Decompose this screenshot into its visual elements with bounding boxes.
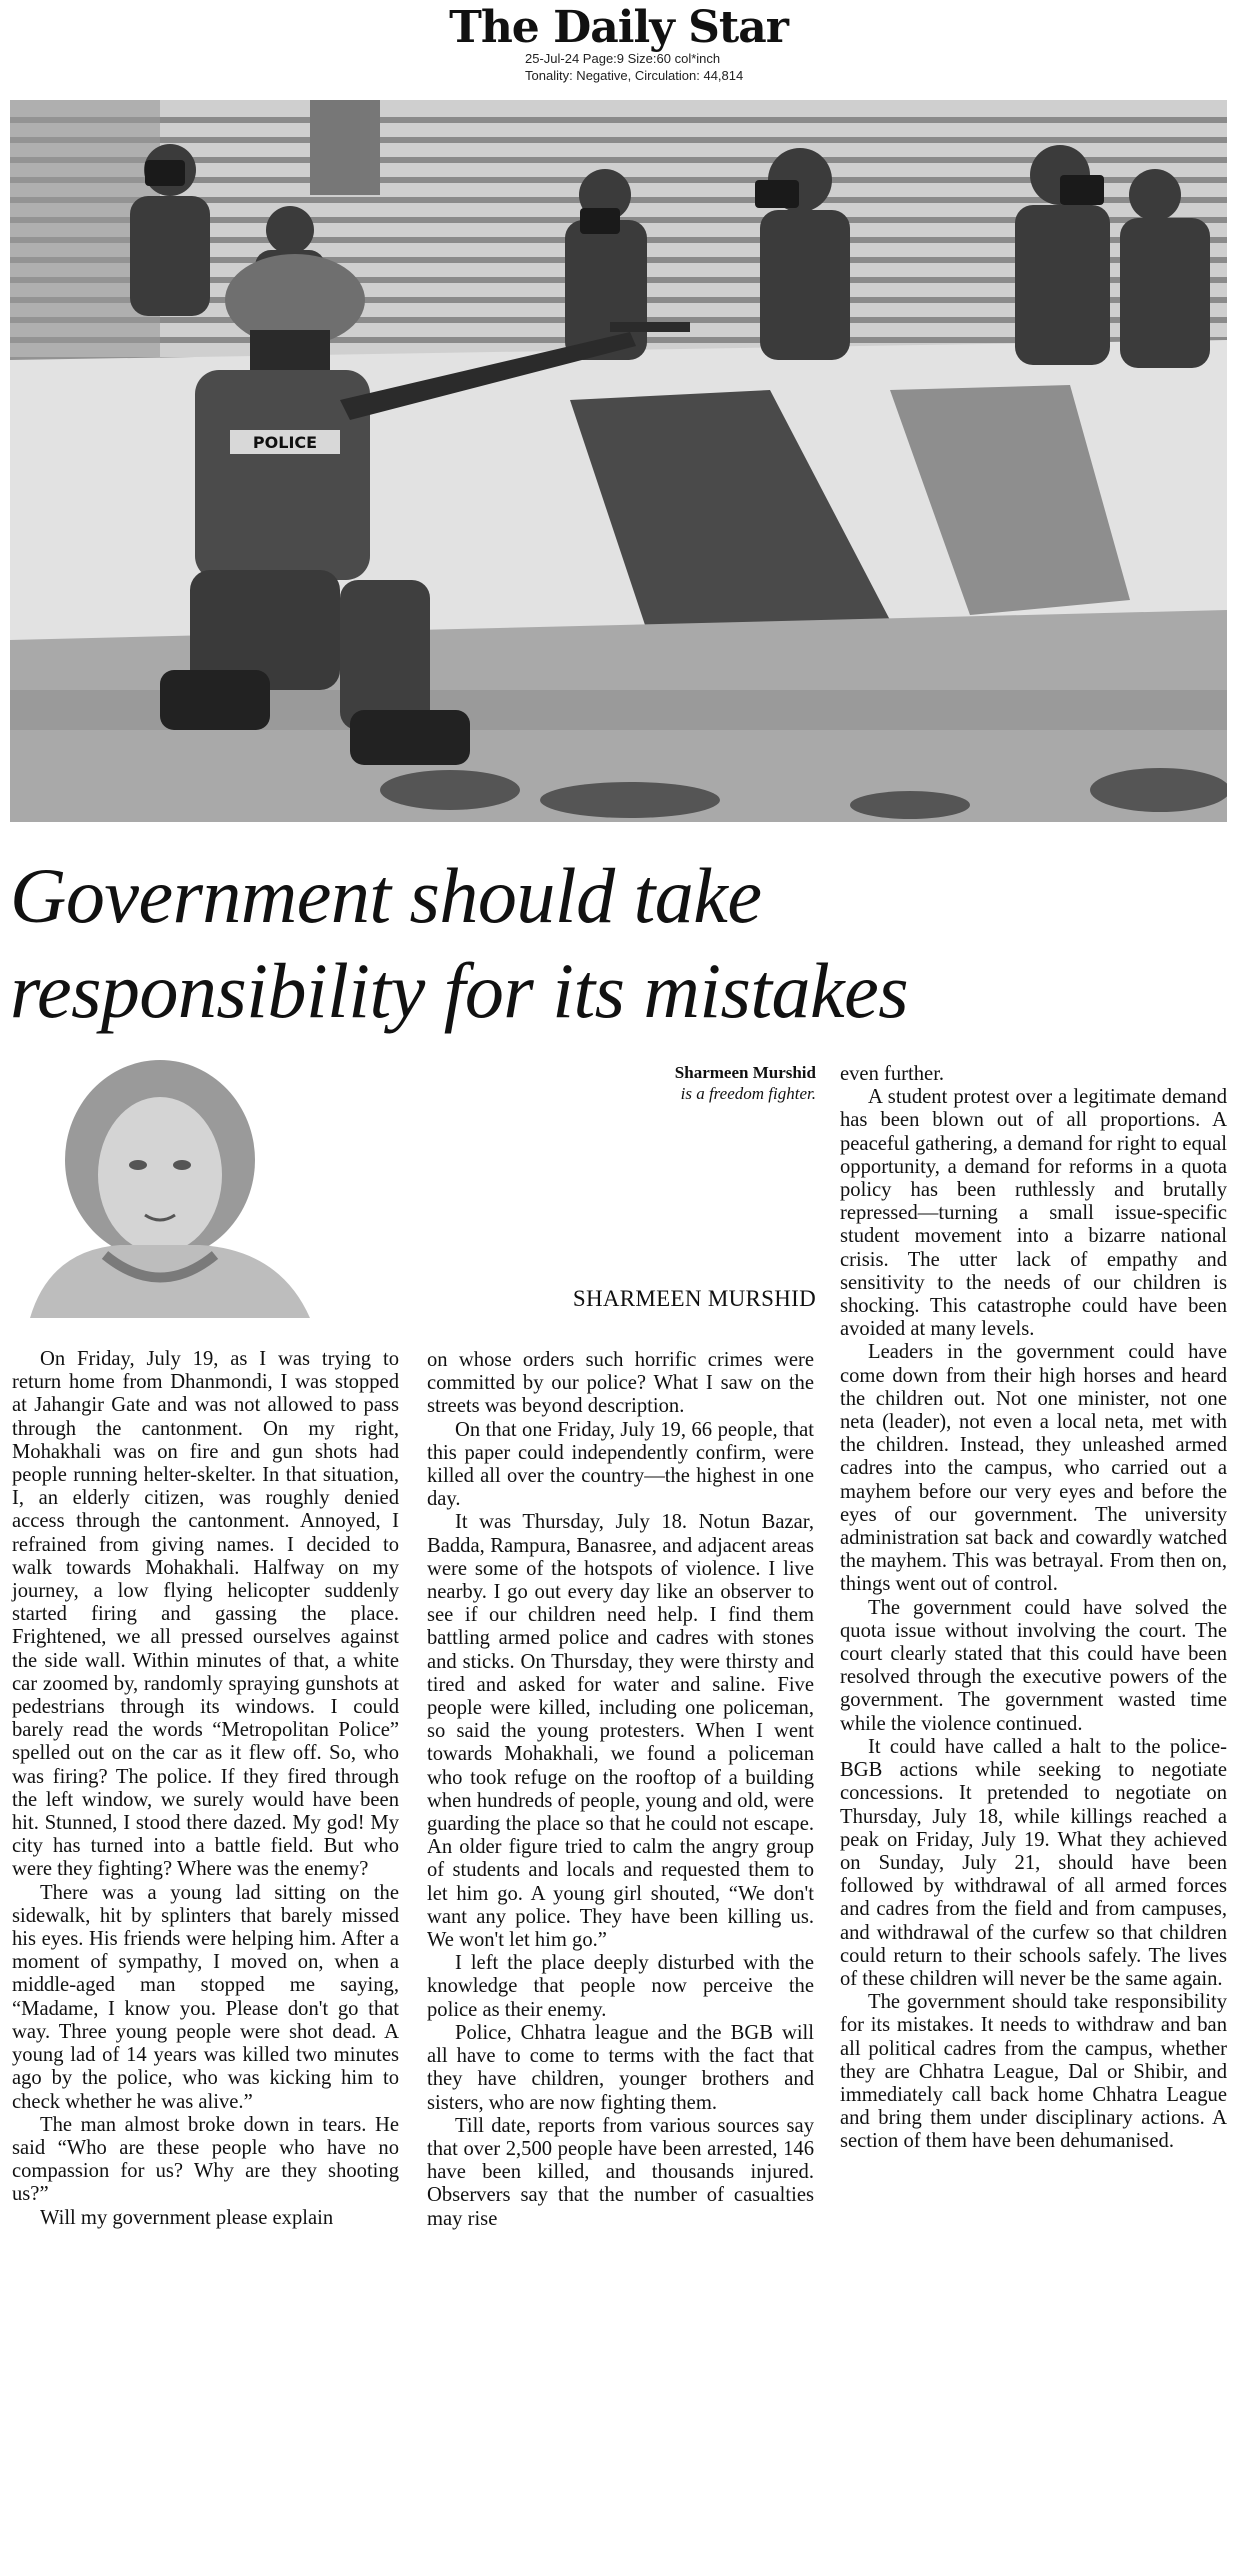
author-note	[560, 1062, 816, 1104]
paragraph: The government could have solved the quota issue without involving the court. The court clearly stated that this could have been resolved through the executive powers of the government. The government wasted time while the violence continued.	[840, 1596, 1227, 1735]
police-firing-photo	[10, 100, 1227, 822]
paragraph: even further.	[840, 1063, 945, 1085]
vest-police-label: POLICE	[252, 433, 318, 452]
clipping-metadata	[525, 50, 743, 84]
headline-line-2: responsibility for its mistakes	[10, 947, 909, 1034]
paragraph: on whose orders such horrific crimes were committed by our police? What I saw on the streets was beyond description.	[427, 1349, 814, 1418]
author-portrait	[10, 1050, 320, 1318]
paragraph: There was a young lad sitting on the sidewalk, hit by splinters that barely missed his eyes. His friends were helping him. After a moment of sympathy, I moved on, when a middle-aged man stopped me saying, “Madame, I know you. Please don't go that way. Three young people were shot dead. A young lad of 14 years was killed two minutes ago by the police, who was kicking him to check whether he was alive.”	[12, 1881, 399, 2113]
article-column-2	[427, 1349, 814, 2231]
masthead	[0, 0, 1237, 96]
paragraph: The man almost broke down in tears. He said “Who are these people who have no compassion for us? Why are they shooting us?”	[12, 2113, 399, 2206]
newspaper-logo: The Daily Star	[449, 2, 788, 53]
headline-line-1: Government should take	[10, 852, 762, 939]
byline: SHARMEEN MURSHID	[572, 1286, 816, 1311]
paragraph: I left the place deeply disturbed with the knowledge that people now perceive the police as their enemy.	[427, 1952, 814, 2021]
paragraph: It was Thursday, July 18. Notun Bazar, Badda, Rampura, Banasree, and adjacent areas were some of the hotspots of violence. I live nearby. I go out every day like an observer to see if our children need help. I find them battling armed police and cadres with stones and sticks. On Thursday, they were thirsty and tired and asked for water and saline. Five people were killed, including one policeman, so said the young protesters. When I went towards Mohakhali, we found a policeman who took refuge on the rooftop of a building when hundreds of people, young and old, were guarding the place so that he could not escape. An older figure tried to calm the angry group of students and locals and requested them to let him go. A young girl shouted, “We don't want any police. They have been killing us. We won't let him go.”	[427, 1511, 814, 1952]
author-name: Sharmeen Murshid	[674, 1063, 816, 1082]
paragraph: On Friday, July 19, as I was trying to return home from Dhanmondi, I was stopped at Jahangir Gate and was not allowed to pass through the cantonment. On my right, Mohakhali was on fire and gun shots had people running helter-skelter. In that situation, I, an elderly citizen, was roughly denied access through the cantonment. Annoyed, I refrained from giving names. I decided to walk towards Mohakhali. Halfway on my journey, a low flying helicopter suddenly started firing and gassing the place. Frightened, we all pressed ourselves against the side wall. Within minutes of that, a white car zoomed by, randomly spraying gunshots at pedestrians through its windows. I could barely read the words “Metropolitan Police” spelled out on the car as it flew off. So, who was firing? The police. If they fired through the left window, we surely would have been hit. Stunned, I stood there dazed. My god! My city has turned into a battle field. But who were they fighting? Where was the enemy?	[12, 1348, 399, 1881]
author-role: is a freedom fighter.	[680, 1084, 816, 1103]
paragraph: On that one Friday, July 19, 66 people, that this paper could independently confirm, were killed all over the country—the highest in one day.	[427, 1418, 814, 1511]
headline	[10, 848, 1227, 1038]
paragraph: Will my government please explain	[40, 2206, 334, 2229]
paragraph: Till date, reports from various sources say that over 2,500 people have been arrested, 146 have been killed, and thousands injured. Observers say that the number of casualties may rise	[427, 2114, 814, 2230]
clipping-date-size: 25-Jul-24 Page:9 Size:60 col*inch	[525, 51, 721, 66]
paragraph: It could have called a halt to the police-BGB actions while seeking to negotiate concessions. It pretended to negotiate on Thursday, July 18, while killings reached a peak on Friday, July 19. What they achieved on Sunday, July 21, should have been followed by withdrawal of all armed forces and cadres from the field and from campuses, and withdrawal of the curfew so that children could return to their schools safely. The lives of these children will never be the same again.	[840, 1735, 1227, 1990]
paragraph: Police, Chhatra league and the BGB will all have to come to terms with the fact that they have children, younger brothers and sisters, who are now fighting them.	[427, 2021, 814, 2114]
news-photo	[10, 100, 1227, 822]
paragraph: A student protest over a legitimate demand has been blown out of all proportions. A peaceful gathering, a demand for right to equal opportunity, a demand for reforms in a quota policy has been ruthlessly and brutally repressed—turning a small issue-specific student movement into a bizarre national crisis. The utter lack of empathy and sensitivity to the needs of our children is shocking. This catastrophe could have been avoided at many levels.	[840, 1086, 1227, 1341]
paragraph: The government should take responsibility for its mistakes. It needs to withdraw and ban all political cadres from the campus, whether they are Chhatra League, Dal or Shibir, and immediately call back home Chhatra League and bring them under disciplinary actions. A section of them have been dehumanised.	[840, 1991, 1227, 2153]
author-photo	[10, 1050, 320, 1318]
clipping-tonality: Tonality: Negative, Circulation: 44,814	[525, 68, 744, 83]
article-column-3	[840, 1063, 1227, 2154]
article-column-1	[12, 1348, 399, 2230]
paragraph: Leaders in the government could have come down from their high horses and heard the children out. Not one minister, not one neta (leader), not even a local neta, met with the children. Instead, they unleashed armed cadres into the campus, who carried out a mayhem before our very eyes and before the eyes of our government. The university administration sat back and cowardly watched the mayhem. This was betrayal. From then on, things went out of control.	[840, 1341, 1227, 1596]
